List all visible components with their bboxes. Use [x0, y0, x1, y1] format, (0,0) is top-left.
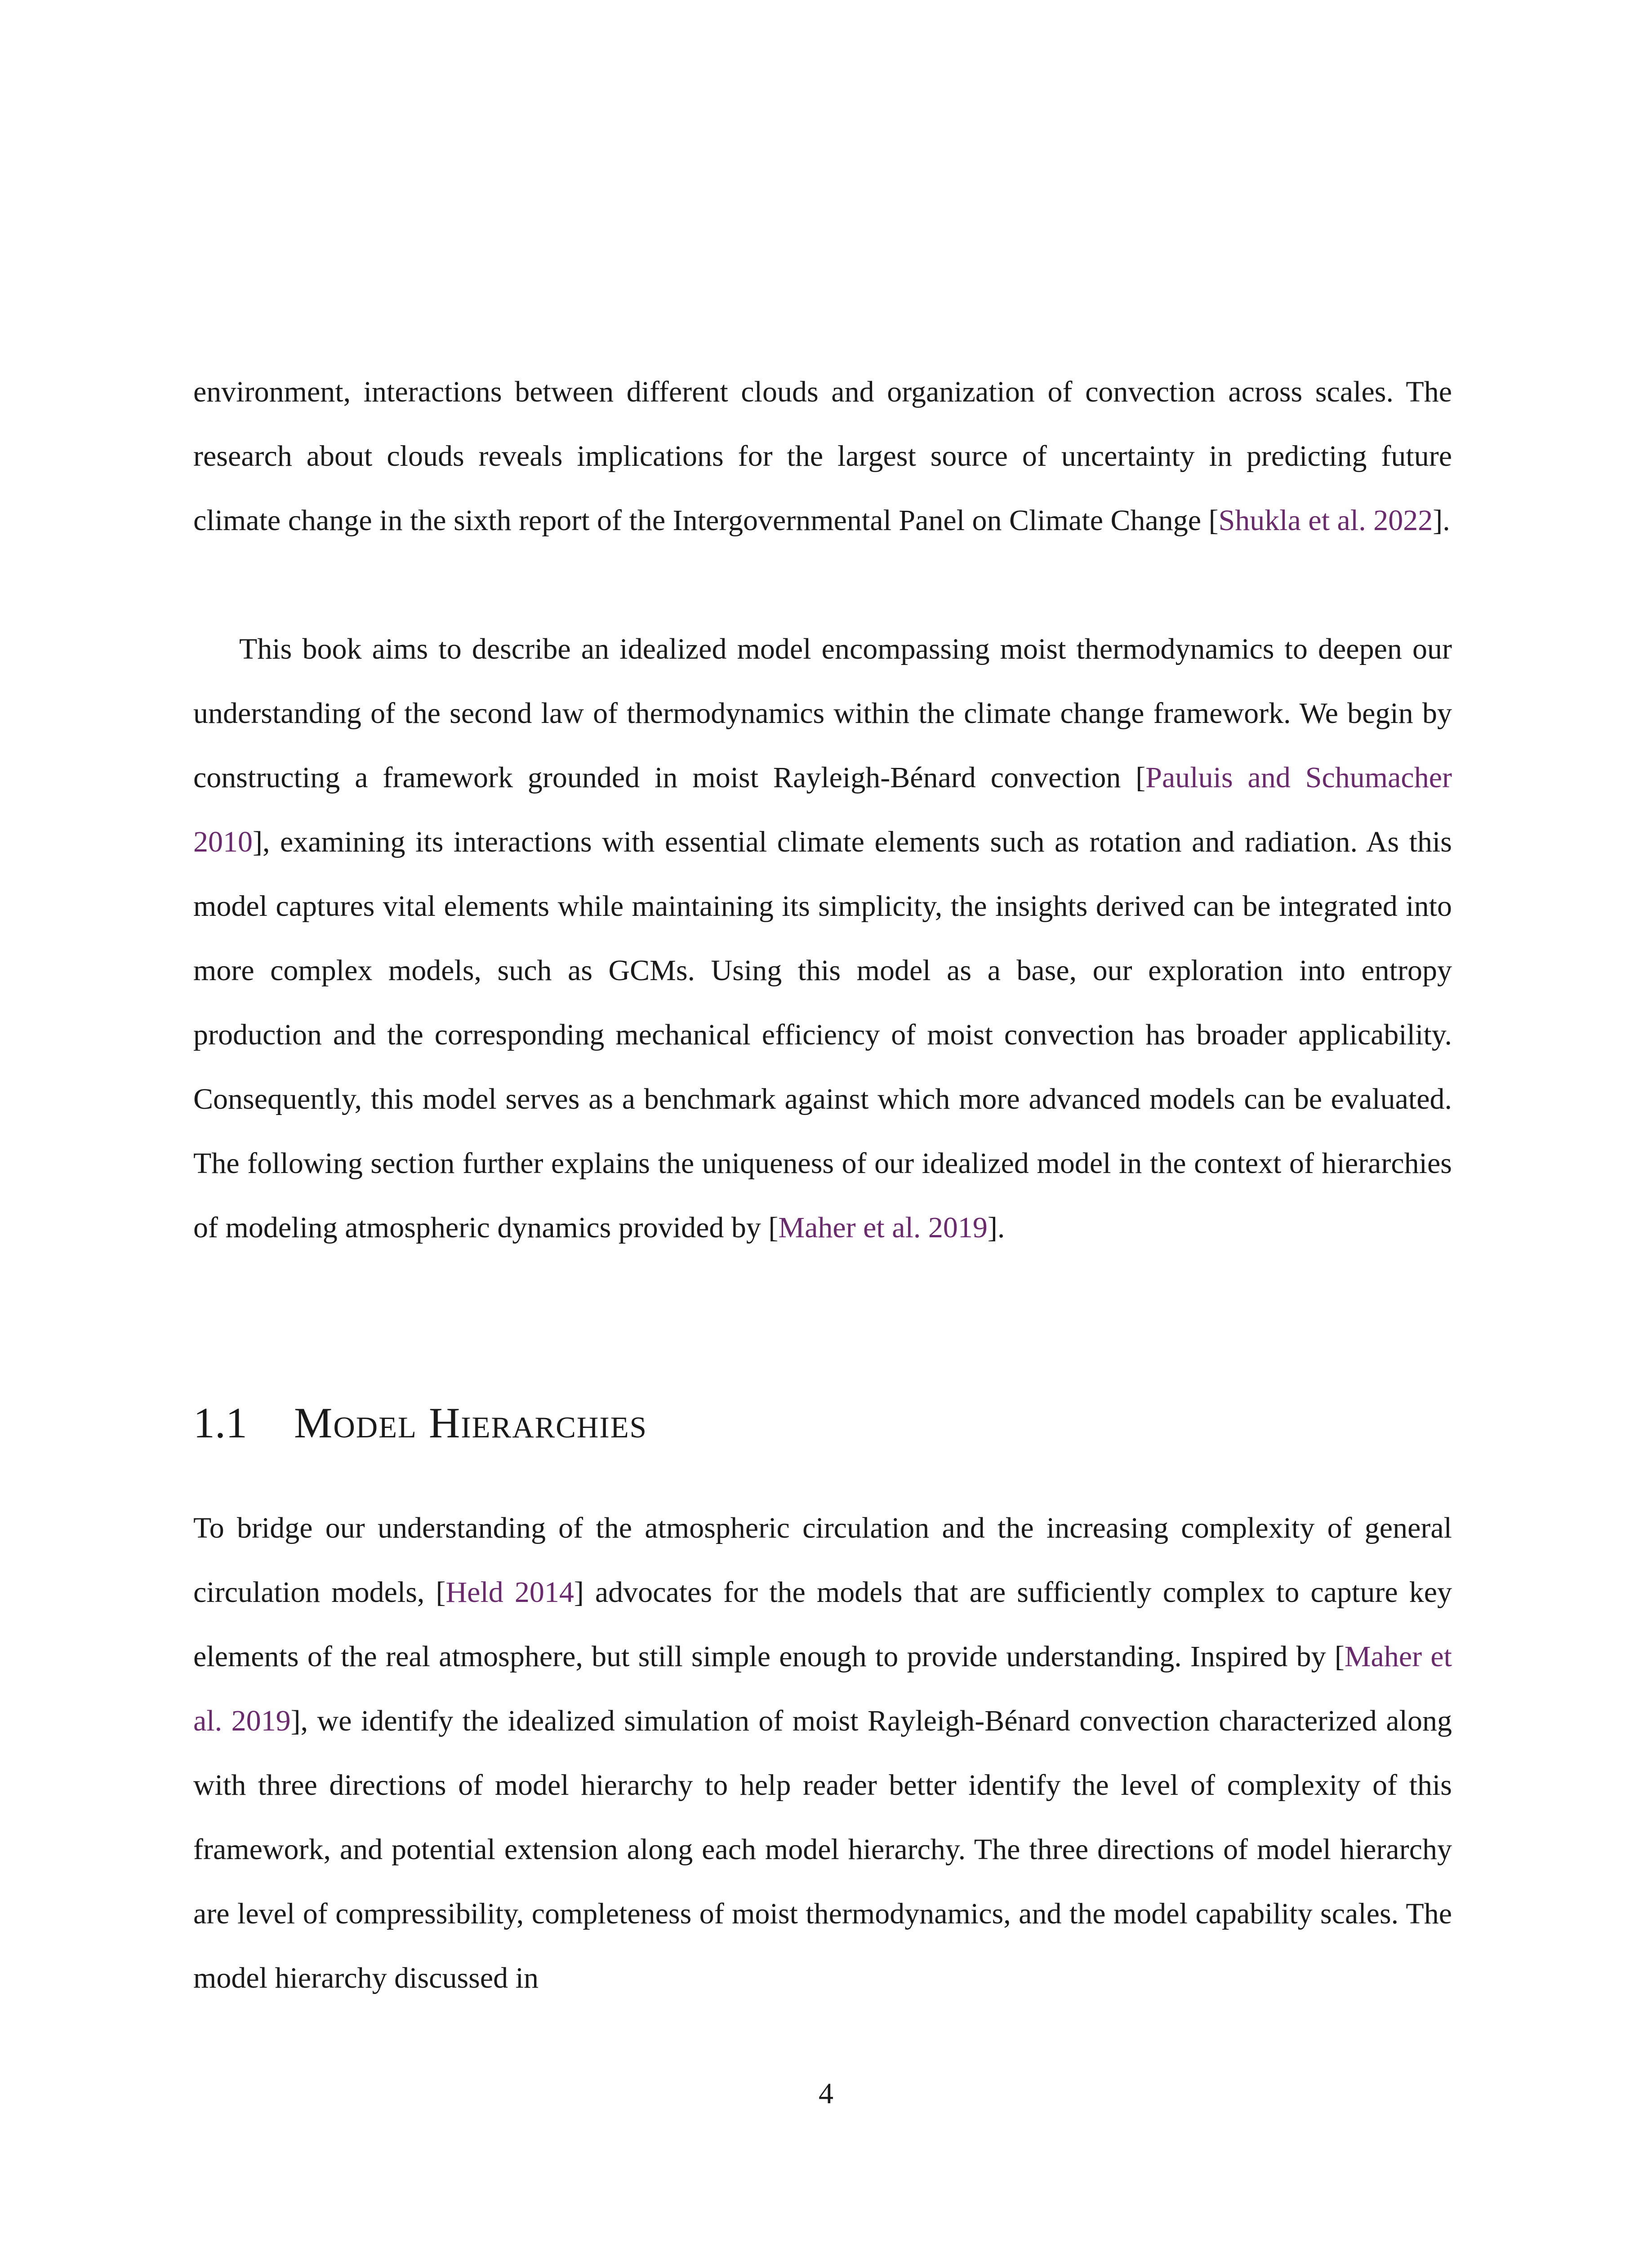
citation-close-bracket: ]	[574, 1576, 584, 1609]
page-number: 4	[819, 2077, 833, 2110]
paragraph-text	[193, 617, 1452, 1260]
citation-link-maher-2019[interactable]: Maher et al. 2019	[193, 1640, 1452, 1737]
paragraph-run: environment, interactions between different clouds and organization of convection across scales. The research about clouds reveals implications for the largest source of uncertainty in predicting future climate change in the sixth report of the Intergovernmental Panel on Climate Change	[193, 375, 1452, 537]
paragraph-run: , we identify the idealized simulation of moist Rayleigh-Bénard convection characterized along with three directions of model hierarchy to help reader better identify the level of complexity of this framework, and potential extension along each model hierarchy. The three directions of model hierarchy are level of compressibility, completeness of moist thermodynamics, and the model capability scales. The model hierarchy discussed in	[193, 1704, 1452, 1994]
paragraph-run: This book aims to describe an idealized model encompassing moist thermodynamics to deepen our understanding of the second law of thermodynamics within the climate change framework. We begin by constructing a framework grounded in moist Rayleigh-Bénard convection	[193, 633, 1452, 794]
citation-link-maher-2019[interactable]: Maher et al. 2019	[778, 1211, 988, 1244]
paragraph-text	[193, 360, 1452, 553]
citation-link-held-2014[interactable]: Held 2014	[445, 1576, 574, 1609]
paragraph-run: .	[1443, 504, 1450, 537]
citation-open-bracket: [	[1334, 1640, 1345, 1673]
paragraph-run: , examining its interactions with essential climate elements such as rotation and radiation. As this model captures vital elements while maintaining its simplicity, the insights derived can be integrated into more complex models, such as GCMs. Using this model as a base, our exploration into entropy production and the corresponding mechanical efficiency of moist convection has broader applicability. Consequently, this model serves as a benchmark against which more advanced models can be evaluated. The following section further explains the uniqueness of our idealized model in the context of hierarchies of modeling atmospheric dynamics provided by	[193, 825, 1452, 1244]
citation-close-bracket: ]	[1433, 504, 1443, 537]
section-heading	[193, 1396, 647, 1450]
paragraph-run: To bridge our understanding of the atmospheric circulation and the increasing complexity of general circulation models,	[193, 1512, 1452, 1609]
paragraph-run: .	[997, 1211, 1005, 1244]
citation-link-shukla-2022[interactable]: Shukla et al. 2022	[1218, 504, 1433, 537]
paragraph-text	[193, 1496, 1452, 2010]
paragraph-model-hierarchies	[193, 1496, 1452, 2010]
citation-open-bracket: [	[1208, 504, 1219, 537]
paragraph-book-aims	[193, 617, 1452, 1260]
citation-close-bracket: ]	[290, 1704, 301, 1737]
section-title: Model Hierarchies	[294, 1399, 647, 1447]
paragraph-intro-continued	[193, 360, 1452, 553]
section-number: 1.1	[193, 1399, 247, 1447]
citation-open-bracket: [	[1135, 761, 1146, 794]
citation-open-bracket: [	[436, 1576, 446, 1609]
paragraph-run: advocates for the models that are sufficiently complex to capture key elements of the real atmosphere, but still simple enough to provide understanding. Inspired by	[193, 1576, 1452, 1673]
citation-open-bracket: [	[768, 1211, 779, 1244]
citation-close-bracket: ]	[253, 825, 263, 858]
citation-close-bracket: ]	[987, 1211, 997, 1244]
citation-link-pauluis-schumacher-2010[interactable]: Pauluis and Schumacher 2010	[193, 761, 1452, 858]
